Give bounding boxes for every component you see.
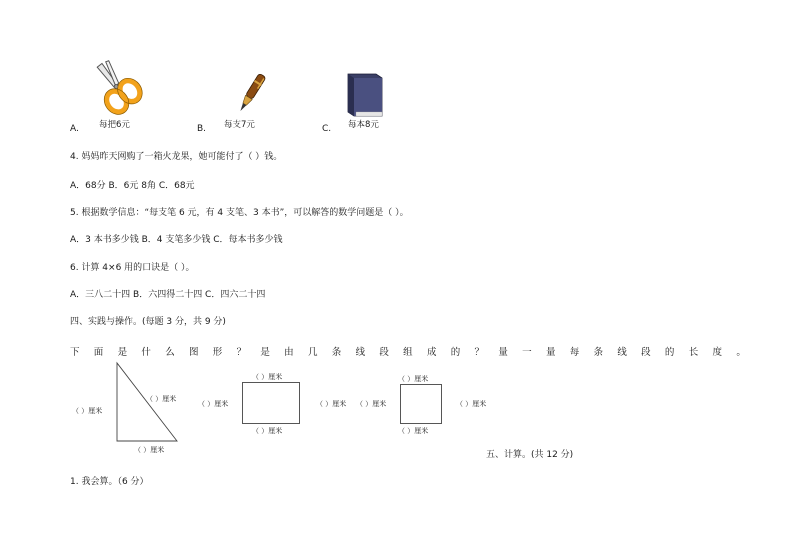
question-4-options: A．68分 B．6元 8角 C．68元 (70, 181, 195, 191)
price-caption: 每把6元 (99, 120, 130, 130)
instruction-char: 是 (117, 347, 128, 358)
instruction-char: 的 (664, 347, 675, 358)
instruction-char: 组 (403, 347, 413, 358)
option-letter: C. (322, 124, 332, 134)
square-bottom-label: （ ）厘米 (398, 427, 429, 435)
scissors-icon (88, 56, 143, 114)
rectangle-bottom-label: （ ）厘米 (252, 427, 283, 435)
instruction-char: ？ (474, 347, 485, 358)
instruction-char: 线 (355, 347, 366, 358)
question-5: 5. 根据数学信息：“每支笔 6 元，有 4 支笔、3 本书”，可以解答的数学问题是（ ）。 (70, 208, 409, 218)
section-4-title: 四、实践与操作。(每题 3 分，共 9 分) (70, 317, 226, 327)
question-6: 6. 计算 4×6 用的口诀是（ ）。 (70, 263, 195, 273)
instruction-char: 度 (712, 347, 723, 358)
instruction-char: 是 (260, 347, 270, 358)
rectangle-right-label: （ ）厘米 (316, 400, 347, 408)
square-top-label: （ ）厘米 (398, 375, 429, 383)
instruction-char: 条 (331, 347, 342, 358)
rectangle (242, 382, 300, 424)
instruction-char: 段 (641, 347, 651, 358)
instruction-char: 成 (426, 347, 437, 358)
book-icon (344, 72, 386, 118)
rectangle-left-label: （ ）厘米 (198, 400, 229, 408)
instruction-char: ？ (236, 347, 247, 358)
instruction-char: 长 (688, 347, 699, 358)
instruction-char: 量 (498, 347, 508, 358)
instruction-char: 量 (545, 347, 556, 358)
instruction-char: 一 (522, 347, 532, 358)
square-right-label: （ ）厘米 (456, 400, 487, 408)
instruction-char: 面 (93, 347, 104, 358)
triangle-left-label: （ ）厘米 (72, 407, 103, 415)
square (400, 384, 442, 424)
instruction-char: 由 (284, 347, 294, 358)
price-caption: 每支7元 (224, 120, 255, 130)
instruction-char: 每 (569, 347, 580, 358)
question-4: 4. 妈妈昨天网购了一箱火龙果，她可能付了（ ）钱。 (70, 152, 283, 162)
instruction-char: 条 (593, 347, 604, 358)
instruction-char: 的 (450, 347, 461, 358)
option-letter: B. (197, 124, 207, 134)
instruction-char: 几 (307, 347, 318, 358)
option-letter: A. (70, 124, 79, 134)
question-1-title: 1. 我会算。（6 分） (70, 477, 149, 487)
instruction-char: 什 (141, 347, 151, 358)
question-6-options: A．三八二十四 B．六四得二十四 C．四六二十四 (70, 290, 266, 300)
section-4-instruction (70, 344, 746, 358)
price-caption: 每本8元 (348, 120, 379, 130)
question-5-options: A．3 本书多少钱 B．4 支笔多少钱 C．每本书多少钱 (70, 235, 283, 245)
square-left-label: （ ）厘米 (356, 400, 387, 408)
section-5-title: 五、计算。(共 12 分) (486, 450, 574, 460)
pen-icon (236, 72, 266, 116)
rectangle-top-label: （ ）厘米 (252, 373, 283, 381)
instruction-char: 形 (212, 347, 223, 358)
triangle-bottom-label: （ ）厘米 (134, 446, 165, 454)
triangle-hypotenuse-label: （ ）厘米 (146, 395, 177, 403)
instruction-char: 线 (617, 347, 627, 358)
instruction-char: 下 (70, 347, 80, 358)
instruction-char: 。 (736, 347, 746, 358)
instruction-char: 图 (188, 347, 199, 358)
instruction-char: 么 (165, 347, 175, 358)
instruction-char: 段 (379, 347, 389, 358)
